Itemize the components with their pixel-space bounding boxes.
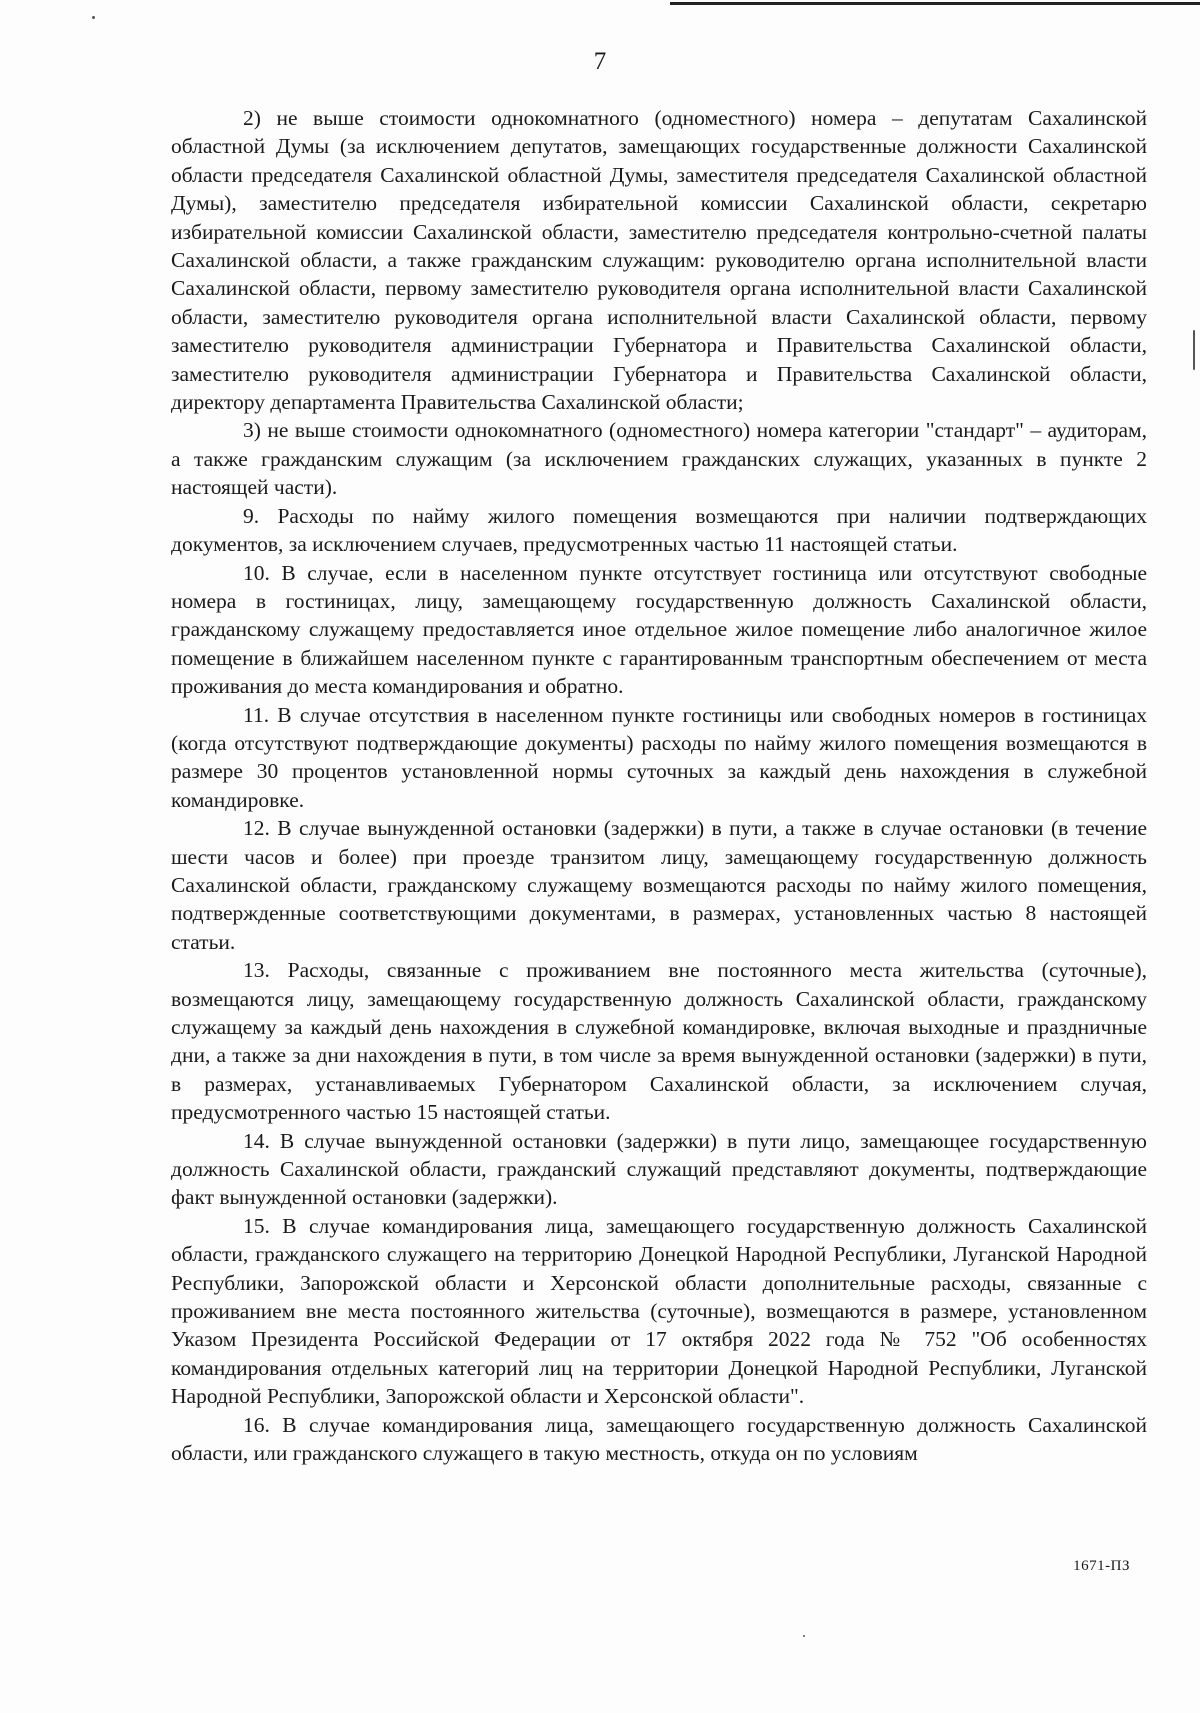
- paragraph-8-item-3: 3) не выше стоимости однокомнатного (одноместного) номера категории "стандарт" – аудиторам, а также гражданским служащим (за исключением гражданских служащих, указанных в пункте 2 настоящей части).: [171, 418, 1147, 500]
- paragraph-15: 15. В случае командирования лица, замещающего государственную должность Сахалинской области, гражданского служащего на территорию Донецкой Народной Республики, Луганской Народной Республики, Запорожской области и Херсонской области дополнительные расходы, связанные с проживанием вне места постоянного жительства (суточные), возмещаются в размере, установленном Указом Президента Российской Федерации от 17 октября 2022 года № 752 "Об особенностях командирования отдельных категорий лиц на территории Донецкой Народной Республики, Луганской Народной Республики, Запорожской области и Херсонской области".: [171, 1213, 1147, 1409]
- paragraph-13: 13. Расходы, связанные с проживанием вне постоянного места жительства (суточные), возмещаются лицу, замещающему государственную должность Сахалинской области, гражданскому служащему за каждый день нахождения в служебной командировке, включая выходные и праздничные дни, а также за дни нахождения в пути, в том числе за время вынужденной остановки (задержки) в пути, в размерах, устанавливаемых Губернатором Сахалинской области, за исключением случая, предусмотренного частью 15 настоящей статьи.: [171, 958, 1147, 1125]
- scan-speck: [92, 16, 95, 19]
- paragraph-14: 14. В случае вынужденной остановки (задержки) в пути лицо, замещающее государственную должность Сахалинской области, гражданский служащий представляют документы, подтверждающие факт вынужденной остановки (задержки).: [171, 1128, 1147, 1210]
- paragraph-9: 9. Расходы по найму жилого помещения возмещаются при наличии подтверждающих документов, за исключением случаев, предусмотренных частью 11 настоящей статьи.: [171, 503, 1147, 557]
- paragraph-12: 12. В случае вынужденной остановки (задержки) в пути, а также в случае остановки (в течение шести часов и более) при проезде транзитом лицу, замещающему государственную должность Сахалинской области, гражданскому служащему возмещаются расходы по найму жилого помещения, подтвержденные соответствующими документами, в размерах, установленных частью 8 настоящей статьи.: [171, 816, 1147, 954]
- paragraph-8-item-2: 2) не выше стоимости однокомнатного (одноместного) номера – депутатам Сахалинской областной Думы (за исключением депутатов, замещающих государственные должности Сахалинской области председателя Сахалинской областной Думы, заместителя председателя Сахалинской областной Думы), заместителю председателя избирательной комиссии Сахалинской области, секретарю избирательной комиссии Сахалинской области, заместителю председателя контрольно-счетной палаты Сахалинской области, а также гражданским служащим: руководителю органа исполнительной власти Сахалинской области, первому заместителю руководителя органа исполнительной власти Сахалинской области, заместителю руководителя органа исполнительной власти Сахалинской области, первому заместителю руководителя администрации Губернатора и Правительства Сахалинской области, заместителю руководителя администрации Губернатора и Правительства Сахалинской области, директору департамента Правительства Сахалинской области;: [171, 106, 1147, 415]
- paragraph-10: 10. В случае, если в населенном пункте отсутствует гостиница или отсутствуют свободные номера в гостиницах, лицу, замещающему государственную должность Сахалинской области, гражданскому служащему предоставляется иное отдельное жилое помещение либо аналогичное жилое помещение в ближайшем населенном пункте с гарантированным транспортным обеспечением от места проживания до места командирования и обратно.: [171, 560, 1147, 699]
- document-code: 1671-ПЗ: [1073, 1558, 1130, 1574]
- paragraph-11: 11. В случае отсутствия в населенном пункте гостиницы или свободных номеров в гостиницах (когда отсутствуют подтверждающие документы) расходы по найму жилого помещения возмещаются в размере 30 процентов установленной нормы суточных за каждый день нахождения в служебной командировке.: [171, 702, 1147, 812]
- scan-edge-line: [670, 2, 1200, 5]
- scan-speck: [1193, 330, 1195, 370]
- paragraph-16: 16. В случае командирования лица, замещающего государственную должность Сахалинской области, или гражданского служащего в такую местность, откуда он по условиям: [171, 1412, 1147, 1466]
- page-number: 7: [593, 48, 607, 75]
- scan-speck: [803, 1635, 805, 1637]
- document-body: [171, 104, 1147, 1468]
